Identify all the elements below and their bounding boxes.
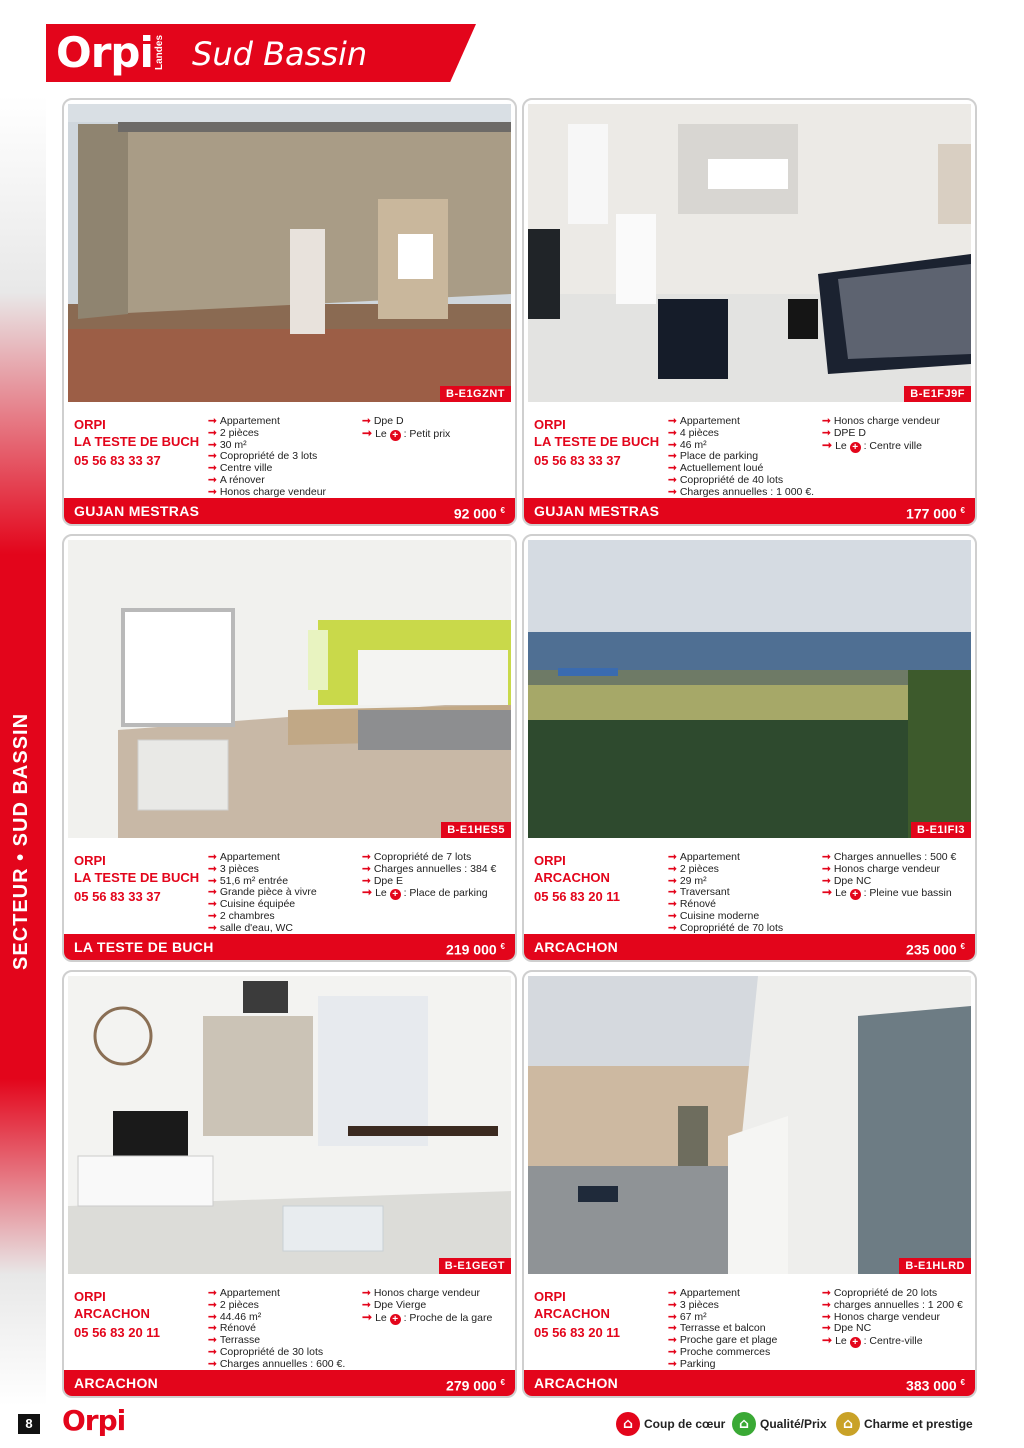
arrow-icon: ➞ [822, 1310, 831, 1323]
listing-reference: B-E1HLRD [899, 1258, 971, 1274]
page-title: Sud Bassin [192, 35, 368, 73]
arrow-icon: ➞ [208, 1357, 217, 1370]
listing-reference: B-E1FJ9F [904, 386, 971, 402]
arrow-icon: ➞ [668, 851, 677, 863]
arrow-icon: ➞ [668, 874, 677, 887]
logo-subtitle: Landes [154, 34, 165, 70]
listing-footer [524, 498, 975, 524]
listing-city: ARCACHON [534, 939, 619, 955]
agency-info: ORPI ARCACHON 05 56 83 20 11 [534, 852, 664, 905]
plus-icon: + [390, 889, 401, 900]
features-list-2: ➞ Honos charge vendeur ➞ Dpe Vierge ➞ Le + : Proche de la gare [362, 1287, 493, 1325]
sector-label: SECTEUR • SUD BASSIN [10, 712, 32, 970]
arrow-icon: ➞ [668, 909, 677, 922]
features-list-2: ➞ Honos charge vendeur ➞ DPE D ➞ Le + : Centre ville [822, 415, 941, 453]
property-photo [68, 540, 511, 838]
listing-footer [64, 498, 515, 524]
arrow-icon: ➞ [208, 462, 217, 475]
agency-phone[interactable]: 05 56 83 20 11 [534, 1325, 621, 1340]
agency-info: ORPI ARCACHON 05 56 83 20 11 [534, 1288, 664, 1341]
arrow-icon: ➞ [208, 1334, 217, 1347]
listing-card[interactable] [522, 970, 977, 1398]
arrow-icon: ➞ [208, 1287, 217, 1299]
arrow-icon: ➞ [668, 426, 677, 439]
page-number: 8 [18, 1414, 40, 1434]
listing-reference: B-E1HES5 [441, 822, 511, 838]
agency-info: ORPI LA TESTE DE BUCH 05 56 83 33 37 [74, 852, 204, 905]
arrow-icon: ➞ [822, 1287, 831, 1299]
agency-info: ORPI LA TESTE DE BUCH 05 56 83 33 37 [74, 416, 204, 469]
agency-info: ORPI ARCACHON 05 56 83 20 11 [74, 1288, 204, 1341]
listing-card[interactable] [522, 534, 977, 962]
agency-phone[interactable]: 05 56 83 33 37 [74, 889, 161, 904]
listing-price: 279 000 € [446, 1377, 505, 1394]
arrow-icon: ➞ [208, 898, 217, 911]
features-list: ➞ Appartement ➞ 3 pièces ➞ 51,6 m² entrée ➞ Grande pièce à vivre ➞ Cuisine équipée ➞ 2 chambres ➞ salle d'eau, WC [208, 851, 317, 934]
arrow-icon: ➞ [208, 886, 217, 899]
agency-phone[interactable]: 05 56 83 20 11 [534, 889, 621, 904]
listing-card[interactable] [62, 534, 517, 962]
arrow-icon: ➞ [208, 426, 217, 439]
arrow-icon: ➞ [822, 1322, 831, 1335]
arrow-icon: ➞ [668, 898, 677, 911]
property-photo [528, 104, 971, 402]
listing-city: GUJAN MESTRAS [534, 503, 660, 519]
listing-reference: B-E1IFI3 [911, 822, 971, 838]
features-list: ➞ Appartement ➞ 3 pièces ➞ 67 m² ➞ Terrasse et balcon ➞ Proche gare et plage ➞ Proche commerces ➞ Parking [668, 1287, 778, 1370]
listing-footer [524, 934, 975, 960]
listing-price: 92 000 € [453, 505, 505, 522]
plus-icon: + [850, 442, 861, 453]
legend-qualite-prix: ⌂ Qualité/Prix [732, 1412, 827, 1436]
arrow-icon: ➞ [208, 1322, 217, 1335]
listing-footer [64, 1370, 515, 1396]
house-heart-icon [616, 1412, 640, 1436]
arrow-icon: ➞ [362, 885, 373, 900]
listing-city: LA TESTE DE BUCH [74, 939, 214, 955]
arrow-icon: ➞ [208, 874, 217, 887]
arrow-icon: ➞ [822, 1333, 833, 1348]
features-list: ➞ Appartement ➞ 2 pièces ➞ 30 m² ➞ Copropriété de 3 lots ➞ Centre ville ➞ A rénover ➞ Honos charge vendeur [208, 415, 327, 498]
features-list-2: ➞ Copropriété de 20 lots ➞ charges annuelles : 1 200 € ➞ Honos charge vendeur ➞ Dpe NC ➞ Le + : Centre-ville [822, 1287, 963, 1349]
agency-phone[interactable]: 05 56 83 20 11 [74, 1325, 161, 1340]
arrow-icon: ➞ [362, 874, 371, 887]
arrow-icon: ➞ [208, 450, 217, 463]
arrow-icon: ➞ [668, 438, 677, 451]
features-list-2: ➞ Charges annuelles : 500 € ➞ Honos charge vendeur ➞ Dpe NC ➞ Le + : Pleine vue bassin [822, 851, 957, 901]
arrow-icon: ➞ [208, 921, 217, 934]
listing-city: ARCACHON [74, 1375, 159, 1391]
listing-price: 219 000 € [446, 941, 505, 958]
features-list: ➞ Appartement ➞ 4 pièces ➞ 46 m² ➞ Place de parking ➞ Actuellement loué ➞ Copropriété de 40 lots ➞ Charges annuelles : 1 000 €. [668, 415, 815, 498]
sector-sidebar [0, 96, 46, 1406]
listing-city: ARCACHON [534, 1375, 619, 1391]
arrow-icon: ➞ [668, 1287, 677, 1299]
arrow-icon: ➞ [208, 1310, 217, 1323]
plus-icon: + [850, 1337, 861, 1348]
arrow-icon: ➞ [362, 425, 373, 440]
arrow-icon: ➞ [208, 862, 217, 875]
arrow-icon: ➞ [208, 1345, 217, 1358]
features-list-2: ➞ Copropriété de 7 lots ➞ Charges annuelles : 384 € ➞ Dpe E ➞ Le + : Place de parking [362, 851, 497, 901]
listing-city: GUJAN MESTRAS [74, 503, 200, 519]
arrow-icon: ➞ [668, 1357, 677, 1370]
arrow-icon: ➞ [668, 862, 677, 875]
arrow-icon: ➞ [822, 862, 831, 875]
orpi-logo: Orpi [56, 28, 153, 77]
plus-icon: + [390, 1314, 401, 1325]
legend-coup-de-coeur: ⌂ Coup de cœur [616, 1412, 725, 1436]
arrow-icon: ➞ [668, 886, 677, 899]
arrow-icon: ➞ [362, 1298, 371, 1311]
arrow-icon: ➞ [362, 851, 371, 863]
features-list: ➞ Appartement ➞ 2 pièces ➞ 44.46 m² ➞ Rénové ➞ Terrasse ➞ Copropriété de 30 lots ➞ Charges annuelles : 600 €. [208, 1287, 346, 1370]
arrow-icon: ➞ [668, 1345, 677, 1358]
agency-phone[interactable]: 05 56 83 33 37 [74, 453, 161, 468]
features-list: ➞ Appartement ➞ 2 pièces ➞ 29 m² ➞ Traversant ➞ Rénové ➞ Cuisine moderne ➞ Copropriété de 70 lots [668, 851, 784, 934]
arrow-icon: ➞ [362, 1309, 373, 1324]
arrow-icon: ➞ [208, 438, 217, 451]
arrow-icon: ➞ [668, 473, 677, 486]
listing-price: 383 000 € [906, 1377, 965, 1394]
property-photo [68, 104, 511, 402]
legend-charme-prestige: ⌂ Charme et prestige [836, 1412, 973, 1436]
arrow-icon: ➞ [668, 450, 677, 463]
arrow-icon: ➞ [362, 415, 371, 427]
listing-price: 177 000 € [906, 505, 965, 522]
agency-info: ORPI LA TESTE DE BUCH 05 56 83 33 37 [534, 416, 664, 469]
arrow-icon: ➞ [668, 921, 677, 934]
plus-icon: + [850, 889, 861, 900]
arrow-icon: ➞ [822, 415, 831, 427]
arrow-icon: ➞ [362, 862, 371, 875]
listing-price: 235 000 € [906, 941, 965, 958]
listing-card[interactable] [522, 98, 977, 526]
arrow-icon: ➞ [668, 485, 677, 498]
arrow-icon: ➞ [668, 1310, 677, 1323]
house-quality-icon [732, 1412, 756, 1436]
arrow-icon: ➞ [822, 851, 831, 863]
arrow-icon: ➞ [208, 473, 217, 486]
listing-footer [524, 1370, 975, 1396]
listing-card[interactable] [62, 98, 517, 526]
arrow-icon: ➞ [668, 1322, 677, 1335]
arrow-icon: ➞ [668, 462, 677, 475]
arrow-icon: ➞ [822, 885, 833, 900]
arrow-icon: ➞ [208, 485, 217, 498]
arrow-icon: ➞ [822, 426, 831, 439]
listing-card[interactable] [62, 970, 517, 1398]
arrow-icon: ➞ [822, 1298, 831, 1311]
property-photo [68, 976, 511, 1274]
arrow-icon: ➞ [668, 1298, 677, 1311]
arrow-icon: ➞ [668, 415, 677, 427]
arrow-icon: ➞ [208, 909, 217, 922]
house-prestige-icon [836, 1412, 860, 1436]
arrow-icon: ➞ [208, 851, 217, 863]
arrow-icon: ➞ [362, 1287, 371, 1299]
arrow-icon: ➞ [208, 415, 217, 427]
property-photo [528, 976, 971, 1274]
property-photo [528, 540, 971, 838]
arrow-icon: ➞ [822, 437, 833, 452]
listing-footer [64, 934, 515, 960]
footer-orpi-logo: Orpi [62, 1404, 126, 1437]
agency-phone[interactable]: 05 56 83 33 37 [534, 453, 621, 468]
listing-reference: B-E1GZNT [440, 386, 511, 402]
arrow-icon: ➞ [208, 1298, 217, 1311]
plus-icon: + [390, 430, 401, 441]
arrow-icon: ➞ [668, 1334, 677, 1347]
arrow-icon: ➞ [822, 874, 831, 887]
listing-reference: B-E1GEGT [439, 1258, 511, 1274]
features-list-2: ➞ Dpe D ➞ Le + : Petit prix [362, 415, 451, 441]
